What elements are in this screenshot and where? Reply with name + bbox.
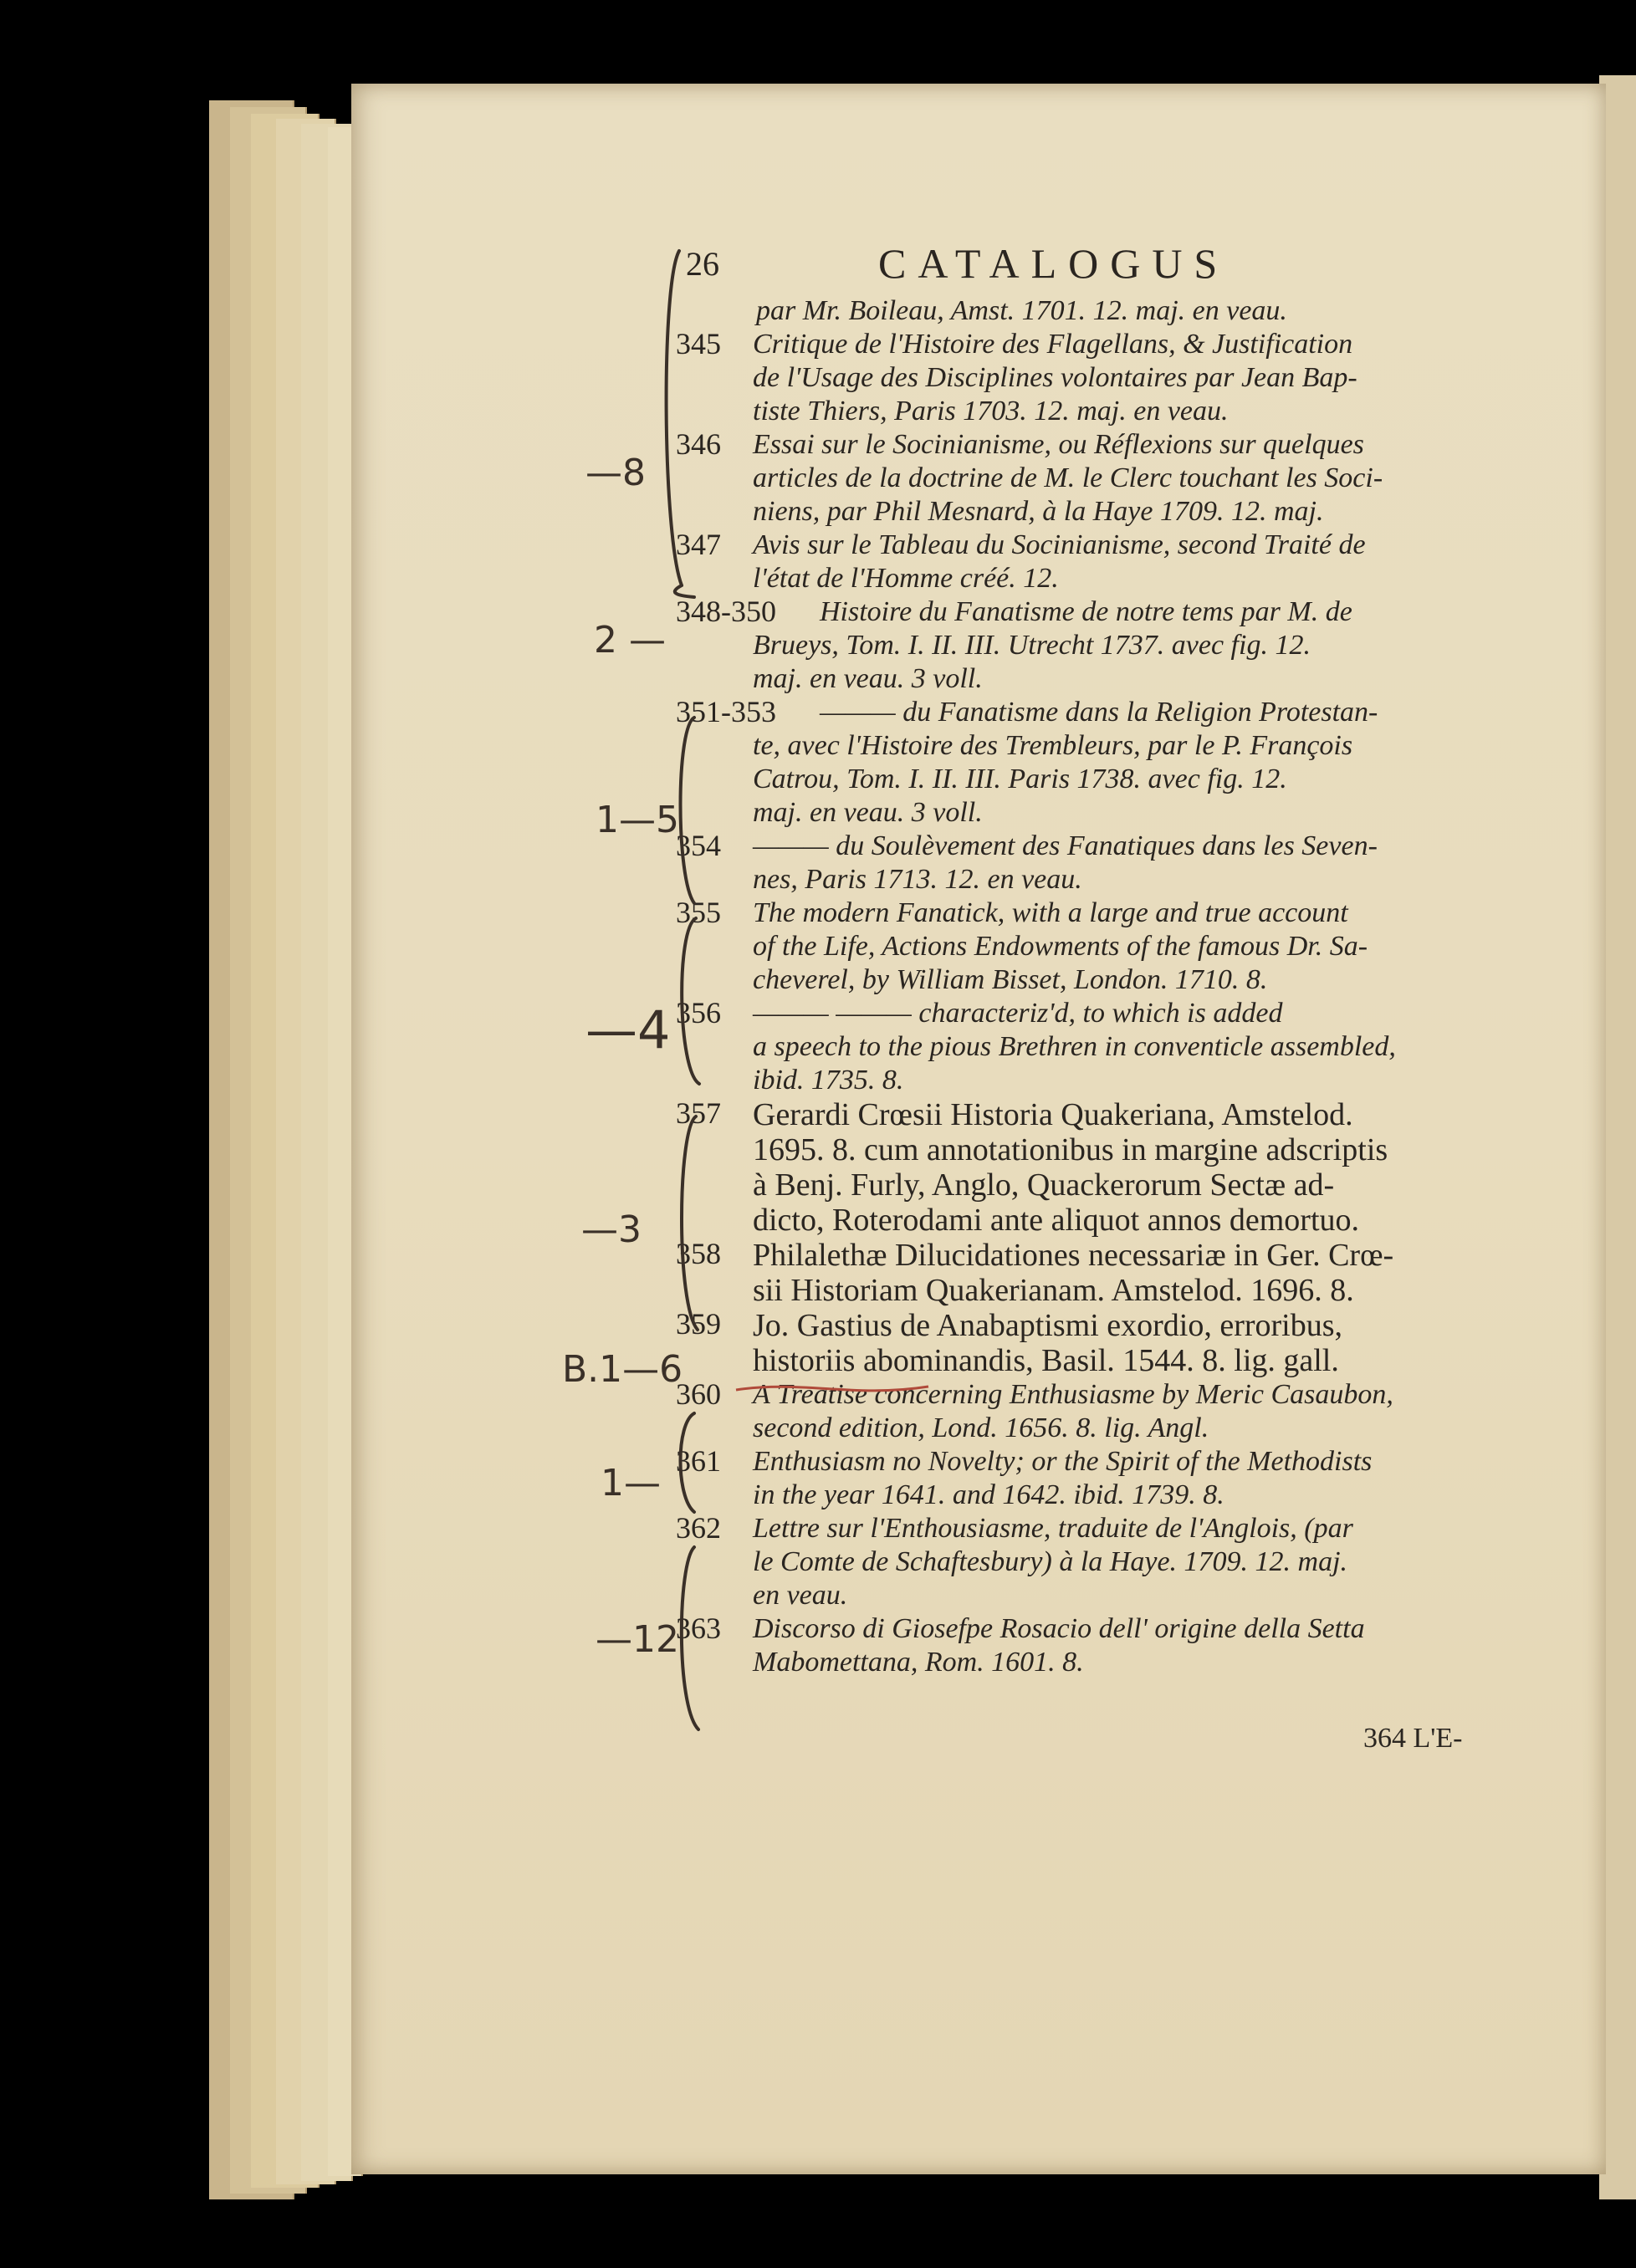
entry-line: Avis sur le Tableau du Socinianisme, second Traité de — [753, 529, 1366, 560]
entry-line: The modern Fanatick, with a large and true account — [753, 897, 1348, 928]
entry-line: Jo. Gastius de Anabaptismi exordio, erroribus, — [753, 1308, 1343, 1343]
entry-line: maj. en veau. 3 voll. — [753, 797, 983, 828]
lot-number: 358 — [676, 1237, 721, 1270]
entry-line: te, avec l'Histoire des Trembleurs, par le P. François — [753, 730, 1353, 761]
margin-annotation: —8 — [585, 452, 646, 494]
lot-number: 363 — [676, 1612, 721, 1645]
entry-line: maj. en veau. 3 voll. — [753, 663, 983, 694]
running-title: CATALOGUS — [878, 240, 1230, 287]
entry-line: Lettre sur l'Enthousiasme, traduite de l'Anglois, (par — [753, 1513, 1353, 1544]
lot-number: 355 — [676, 896, 721, 929]
page-number: 26 — [686, 245, 719, 283]
margin-annotation: —12 — [596, 1618, 679, 1661]
entry-line: Gerardi Crœsii Historia Quakeriana, Amstelod. — [753, 1097, 1353, 1132]
entry-line: ——— du Soulèvement des Fanatiques dans les Seven- — [753, 830, 1378, 861]
margin-annotation: 1— — [601, 1462, 661, 1504]
entry-line: ——— du Fanatisme dans la Religion Protestan- — [820, 697, 1378, 728]
lot-number: 354 — [676, 829, 721, 862]
lot-number: 356 — [676, 996, 721, 1029]
entry-line: Philalethæ Dilucidationes necessariæ in Ger. Crœ- — [753, 1238, 1394, 1273]
lot-number: 348-350 — [676, 595, 776, 628]
entry-line: Discorso di Giosefpe Rosacio dell' origine della Setta — [753, 1613, 1365, 1644]
lot-number: 361 — [676, 1444, 721, 1478]
entry-line: à Benj. Furly, Anglo, Quackerorum Sectæ ad- — [753, 1167, 1335, 1203]
lot-number: 357 — [676, 1096, 721, 1130]
entry-line: historiis abominandis, Basil. 1544. 8. lig. gall. — [753, 1343, 1339, 1378]
entry-line: articles de la doctrine de M. le Clerc touchant les Soci- — [753, 462, 1383, 493]
entry-line: Enthusiasm no Novelty; or the Spirit of the Methodists — [753, 1446, 1373, 1477]
lot-number: 346 — [676, 427, 721, 461]
entry-line: Mabomettana, Rom. 1601. 8. — [753, 1647, 1084, 1678]
lot-number: 347 — [676, 528, 721, 561]
entry-line: tiste Thiers, Paris 1703. 12. maj. en veau. — [753, 396, 1229, 427]
margin-annotation: 2 — — [594, 619, 666, 662]
entry-line: Catrou, Tom. I. II. III. Paris 1738. avec fig. 12. — [753, 764, 1287, 794]
entry-line: in the year 1641. and 1642. ibid. 1739. 8. — [753, 1479, 1224, 1510]
entry-line: de l'Usage des Disciplines volontaires par Jean Bap- — [753, 362, 1357, 393]
entry-line: nes, Paris 1713. 12. en veau. — [753, 864, 1082, 895]
entry-line: Critique de l'Histoire des Flagellans, & Justification — [753, 329, 1353, 360]
entry-line: Brueys, Tom. I. II. III. Utrecht 1737. avec fig. 12. — [753, 630, 1311, 661]
margin-annotation: —4 — [585, 999, 671, 1060]
lot-number: 351-353 — [676, 695, 776, 728]
entry-line: dicto, Roterodami ante aliquot annos demortuo. — [753, 1203, 1360, 1238]
entry-line: a speech to the pious Brethren in conventicle assembled, — [753, 1031, 1396, 1062]
entry-line: Essai sur le Socinianisme, ou Réflexions sur quelques — [753, 429, 1364, 460]
margin-annotation: —3 — [581, 1208, 642, 1251]
lot-number: 359 — [676, 1307, 721, 1341]
lot-number: 362 — [676, 1511, 721, 1545]
entry-line: par Mr. Boileau, Amst. 1701. 12. maj. en veau. — [756, 295, 1287, 326]
entry-line: cheverel, by William Bisset, London. 1710. 8. — [753, 964, 1268, 995]
entry-line: of the Life, Actions Endowments of the famous Dr. Sa- — [753, 931, 1368, 962]
entry-line: en veau. — [753, 1580, 848, 1611]
entry-line: 1695. 8. cum annotationibus in margine adscriptis — [753, 1132, 1388, 1167]
entry-line: A Treatise concerning Enthusiasme by Meric Casaubon, — [753, 1379, 1393, 1410]
entry-line: Histoire du Fanatisme de notre tems par M. de — [820, 596, 1352, 627]
catchword: 364 L'E- — [1363, 1723, 1463, 1754]
margin-annotation: B.1—6 — [562, 1348, 683, 1391]
entry-line: second edition, Lond. 1656. 8. lig. Angl. — [753, 1412, 1209, 1443]
entry-line: ibid. 1735. 8. — [753, 1065, 904, 1096]
entry-line: l'état de l'Homme créé. 12. — [753, 563, 1059, 594]
margin-annotation: 1—5 — [596, 799, 679, 841]
entry-line: le Comte de Schaftesbury) à la Haye. 1709. 12. maj. — [753, 1546, 1348, 1577]
lot-number: 360 — [676, 1377, 721, 1411]
lot-number: 345 — [676, 327, 721, 360]
entry-line: sii Historiam Quakerianam. Amstelod. 1696. 8. — [753, 1273, 1354, 1308]
entry-line: ——— ——— characteriz'd, to which is added — [753, 998, 1283, 1029]
entry-line: niens, par Phil Mesnard, à la Haye 1709. 12. maj. — [753, 496, 1324, 527]
